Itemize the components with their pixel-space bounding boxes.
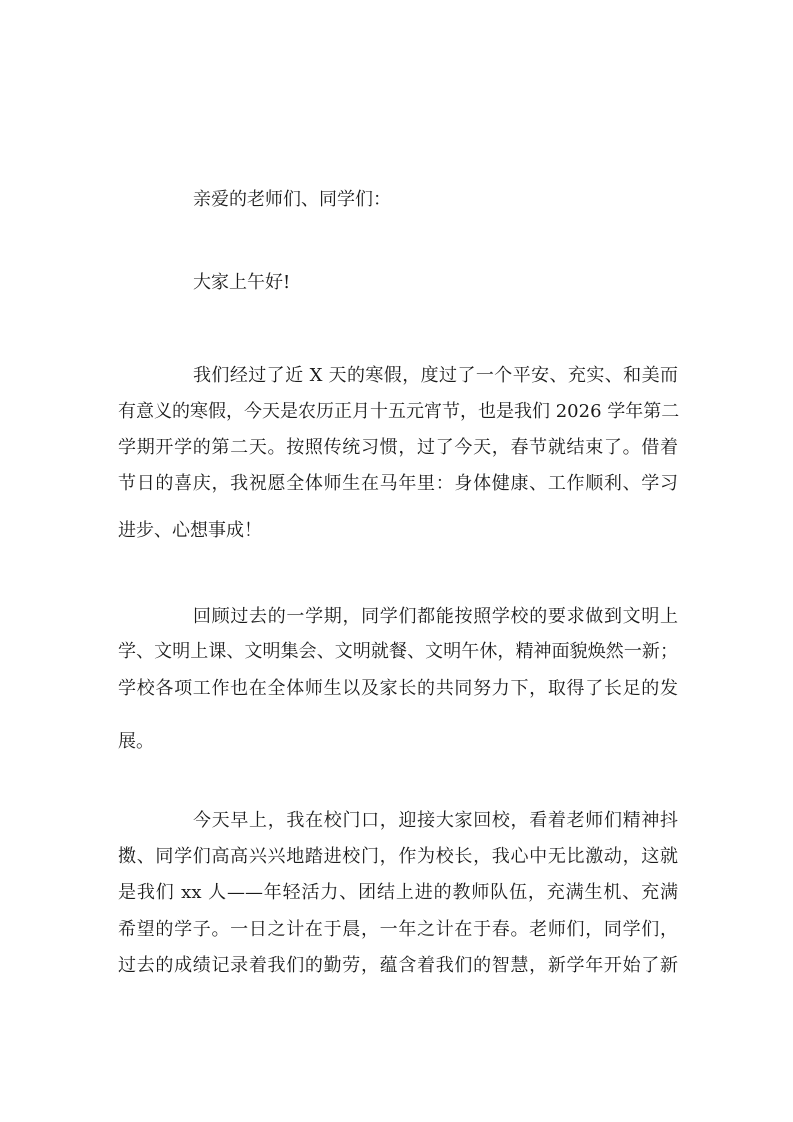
paragraph-line: 擞、同学们高高兴兴地踏进校门，作为校长，我心中无比激动，这就 [118,846,678,867]
paragraph-line: 节日的喜庆，我祝愿全体师生在马年里：身体健康、工作顺利、学习 [118,473,678,494]
paragraph-line: 学、文明上课、文明集会、文明就餐、文明午休，精神面貌焕然一新； [118,641,678,662]
paragraph-line: 有意义的寒假，今天是农历正月十五元宵节，也是我们 2026 学年第二 [118,401,680,422]
salutation: 亲爱的老师们、同学们： [193,189,391,210]
paragraph-line: 学期开学的第二天。按照传统习惯，过了今天，春节就结束了。借着 [118,437,678,458]
paragraph-line: 希望的学子。一日之计在于晨，一年之计在于春。老师们，同学们， [118,919,678,940]
greeting: 大家上午好! [193,272,291,293]
paragraph-line: 过去的成绩记录着我们的勤劳，蕴含着我们的智慧，新学年开始了新 [118,955,678,976]
paragraph-line: 回顾过去的一学期，同学们都能按照学校的要求做到文明上 [193,606,678,627]
paragraph-line: 进步、心想事成！ [118,520,262,541]
paragraph-line: 我们经过了近 X 天的寒假，度过了一个平安、充实、和美而 [193,365,678,386]
paragraph-line: 是我们 xx 人——年轻活力、团结上进的教师队伍，充满生机、充满 [118,882,678,903]
paragraph-line: 展。 [118,731,154,752]
paragraph-line: 今天早上，我在校门口，迎接大家回校，看着老师们精神抖 [193,810,678,831]
paragraph-line: 学校各项工作也在全体师生以及家长的共同努力下，取得了长足的发 [118,678,678,699]
